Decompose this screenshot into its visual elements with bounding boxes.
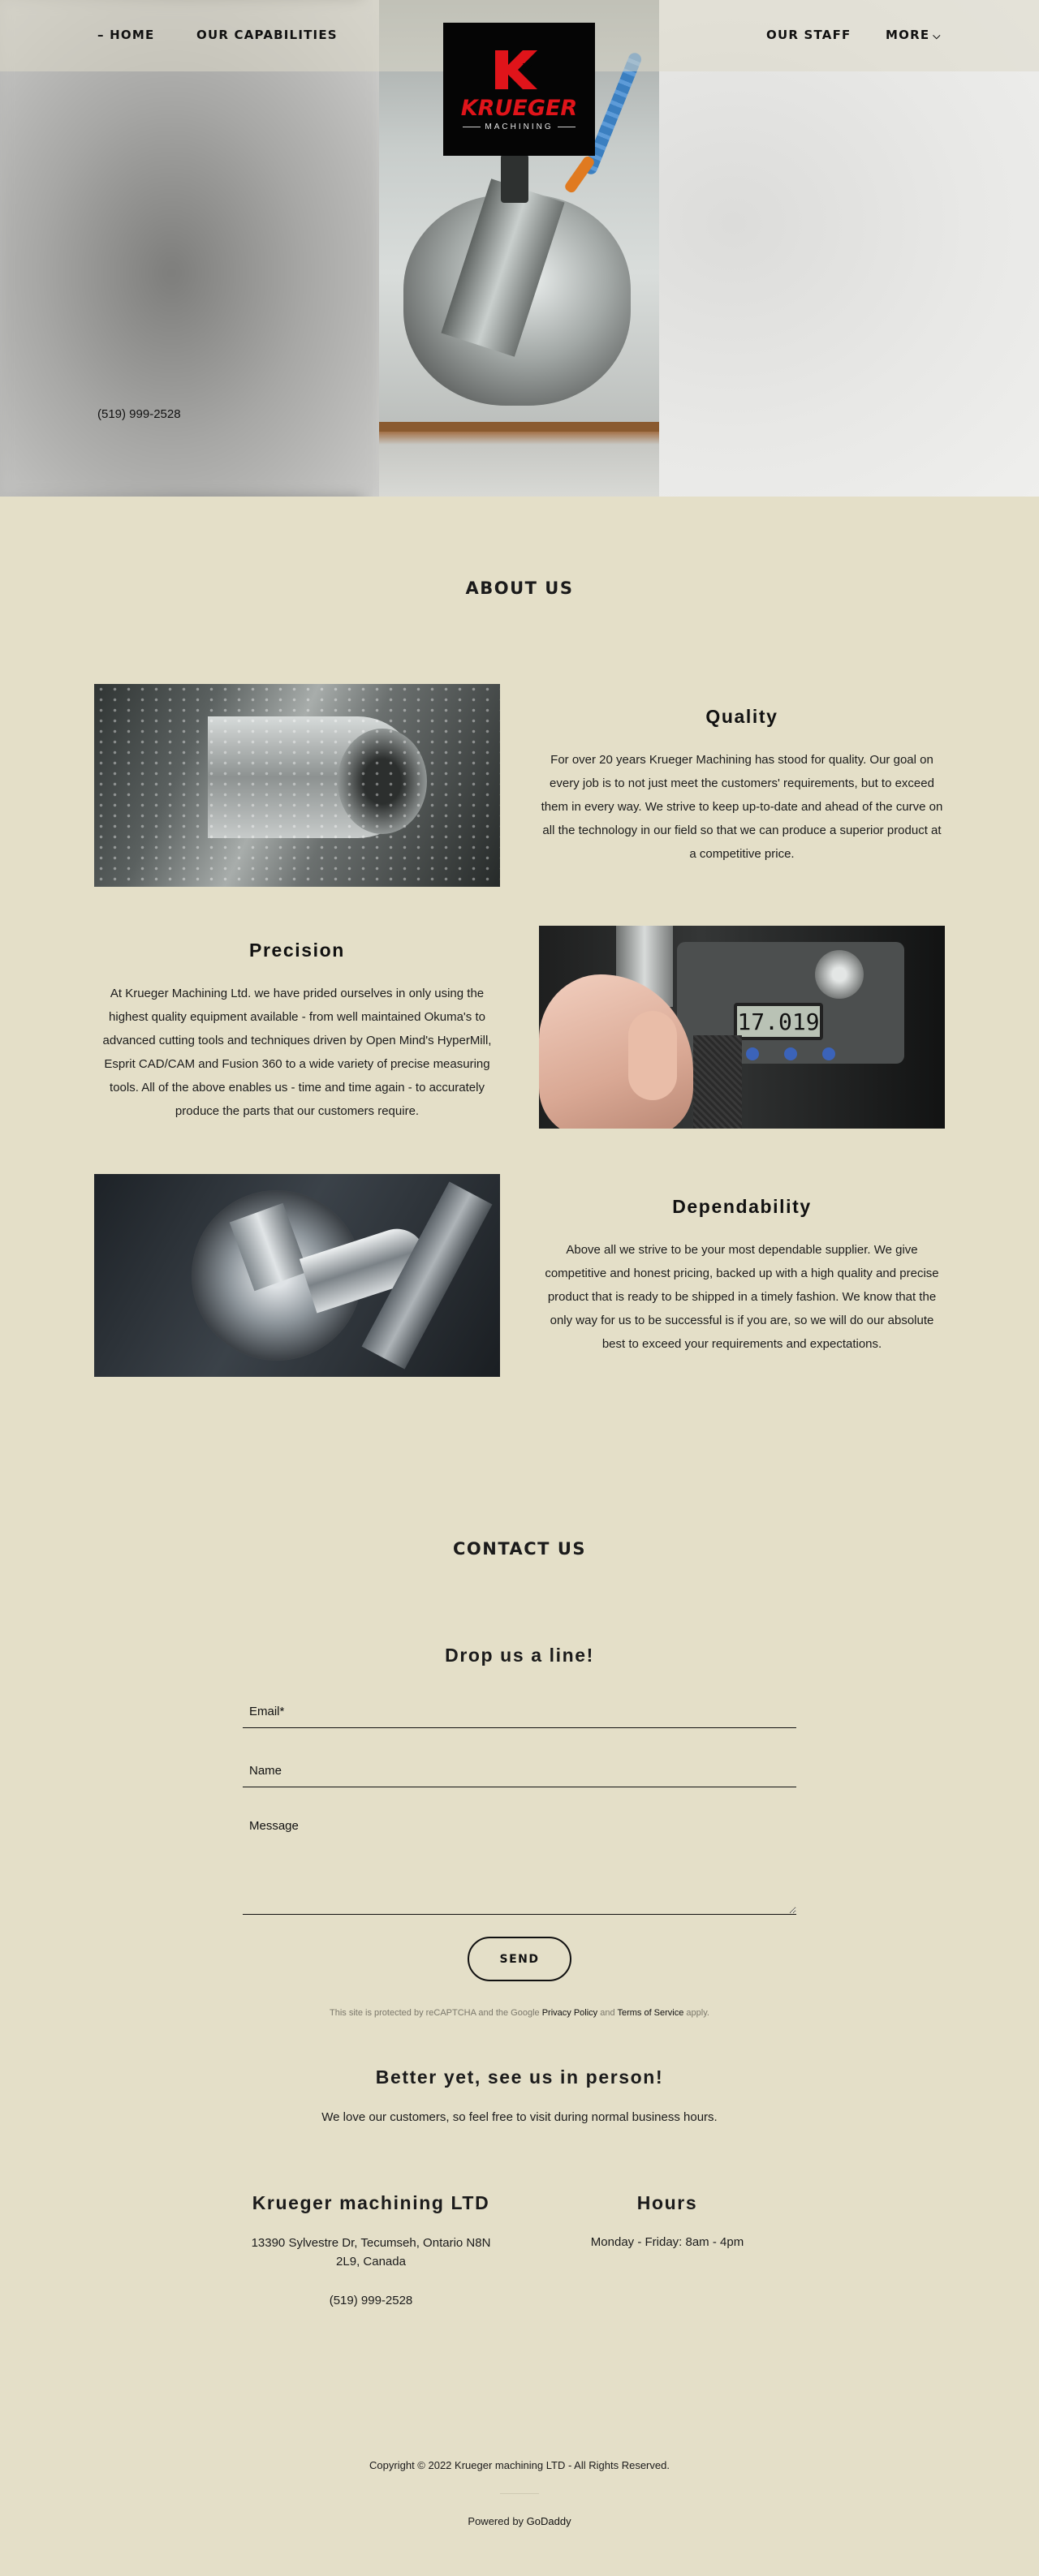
powered-prefix: Powered by — [468, 2515, 527, 2527]
copyright-text: Copyright © 2022 Krueger machining LTD - All Rights Reserved. — [369, 2459, 670, 2471]
send-button[interactable]: SEND — [468, 1937, 571, 1981]
logo-subtitle-text: MACHINING — [485, 123, 554, 131]
quality-text: For over 20 years Krueger Machining has stood for quality. Our goal on every job is to not just meet the customers' requirements, but to exceed them in every way. We strive to keep up-to-date and ahead of the curve on all the technology in our field so that we can produce a superior product at a competitive price. — [541, 753, 943, 861]
quality-heading: Quality — [705, 706, 778, 727]
logo-k-mark-icon — [490, 47, 549, 92]
nav-more-dropdown[interactable] — [886, 28, 942, 42]
site-logo[interactable] — [443, 23, 595, 156]
email-input[interactable] — [243, 1696, 796, 1728]
precision-heading: Precision — [249, 940, 345, 961]
recaptcha-notice — [0, 2008, 1039, 2018]
recaptcha-prefix: This site is protected by reCAPTCHA and the Google — [330, 2008, 542, 2018]
hero-background-left — [0, 0, 382, 497]
nav-home-link[interactable]: – HOME — [97, 28, 155, 42]
hours-heading: Hours — [636, 2192, 698, 2213]
contact-us-heading: CONTACT US — [452, 1539, 586, 1559]
recaptcha-suffix: apply. — [683, 2008, 709, 2018]
message-textarea[interactable] — [243, 1816, 796, 1915]
company-name-heading: Krueger machining LTD — [252, 2192, 490, 2213]
logo-subtitle — [463, 123, 575, 131]
visit-text: We love our customers, so feel free to visit during normal business hours. — [321, 2110, 718, 2124]
precision-text: At Krueger Machining Ltd. we have prided ourselves in only using the highest quality equipment available - from well maintained Okuma's to advanced cutting tools and techniques driven by Open Mind's HyperMill, Esprit CAD/CAM and Fusion 360 to a wide variety of precise measuring tools. All of the above enables us - time and time again - to accurately produce the parts that our customers require. — [102, 987, 492, 1118]
dependability-heading: Dependability — [672, 1196, 812, 1217]
form-heading: Drop us a line! — [445, 1645, 594, 1666]
visit-heading: Better yet, see us in person! — [375, 2066, 664, 2088]
chevron-down-icon: ⌵ — [933, 30, 942, 41]
precision-micrometer-image — [539, 926, 945, 1129]
hours-text: Monday - Friday: 8am - 4pm — [590, 2235, 744, 2249]
privacy-policy-link[interactable]: Privacy Policy — [541, 2008, 598, 2018]
footer-divider — [500, 2493, 539, 2494]
hero-background-right — [657, 0, 1039, 497]
powered-by — [0, 2515, 1039, 2527]
dependability-text: Above all we strive to be your most dependable supplier. We give competitive and honest pricing, backed up with a high quality and precise product that is ready to be shipped in a timely fashion. We know that the only way for us to be successful is if you are, so we will do our absolute best to exceed your requirements and expectations. — [545, 1243, 939, 1351]
quality-coolant-pipe-image — [94, 684, 500, 887]
terms-of-service-link[interactable]: Terms of Service — [617, 2008, 684, 2018]
logo-wordmark: KRUEGER — [460, 96, 578, 121]
company-phone-link[interactable]: (519) 999-2528 — [329, 2294, 413, 2307]
dependability-lathe-chuck-image — [94, 1174, 500, 1377]
hero-section — [0, 0, 1039, 497]
recaptcha-and: and — [597, 2008, 618, 2018]
micrometer-display: 17.019 — [734, 1003, 823, 1040]
godaddy-link[interactable]: GoDaddy — [526, 2515, 571, 2527]
nav-capabilities-link[interactable]: OUR CAPABILITIES — [196, 28, 338, 42]
hero-phone-number[interactable]: (519) 999-2528 — [97, 407, 181, 421]
nav-more-label: MORE — [886, 28, 930, 42]
about-us-heading: ABOUT US — [465, 578, 574, 598]
nav-staff-link[interactable]: OUR STAFF — [766, 28, 851, 42]
company-address: 13390 Sylvestre Dr, Tecumseh, Ontario N8N 2L9, Canada — [251, 2236, 491, 2269]
name-input[interactable] — [243, 1755, 796, 1787]
